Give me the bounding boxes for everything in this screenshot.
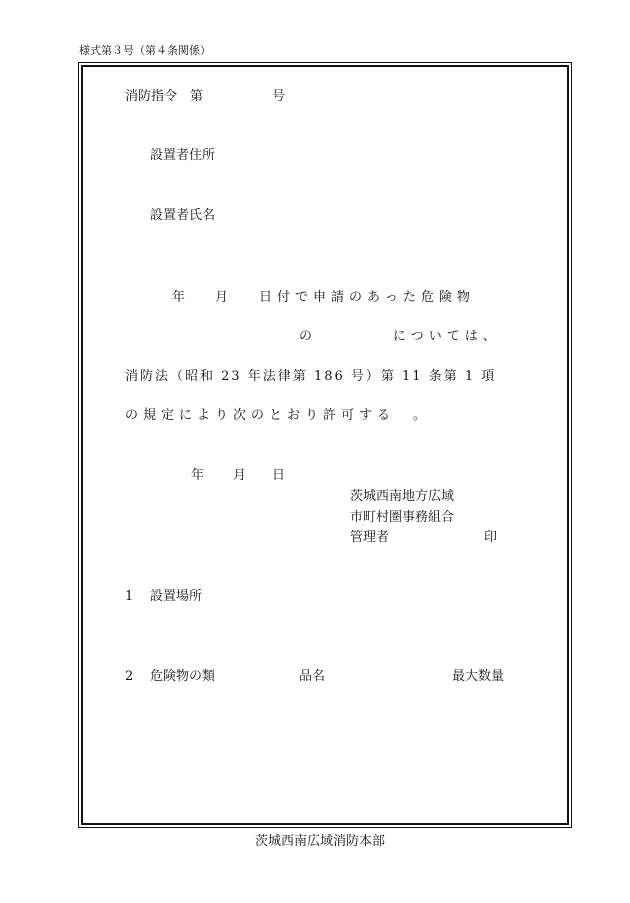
issue-month: 月 — [233, 468, 247, 483]
hazardous-possessive: の — [299, 329, 313, 344]
application-date-text: 日付で申請のあった危険物 — [259, 290, 475, 305]
regarding-text: については、 — [393, 329, 501, 344]
installer-address-label: 設置者住所 — [150, 148, 216, 163]
issuer-seal: 印 — [484, 530, 498, 545]
permit-number-label: 消防指令 第 — [125, 89, 204, 104]
item2-name: 品名 — [299, 669, 326, 684]
item2-number: 2 — [125, 669, 134, 684]
fire-law-reference: 消防法（昭和 23 年法律第 186 号）第 11 条第 1 項 — [125, 369, 497, 384]
footer-department: 茨城西南広域消防本部 — [255, 834, 386, 849]
document-frame-inner — [81, 65, 569, 825]
item1-label: 設置場所 — [150, 589, 203, 604]
issuer-line1: 茨城西南地方広域 — [350, 489, 455, 504]
permission-statement: の規定により次のとおり許可する 。 — [125, 408, 432, 423]
permit-number-suffix: 号 — [272, 89, 286, 104]
issuer-title: 管理者 — [350, 530, 390, 545]
issue-day: 日 — [272, 468, 286, 483]
item1-number: 1 — [125, 589, 134, 604]
item2-max-quantity: 最大数量 — [452, 669, 505, 684]
issue-year: 年 — [191, 468, 205, 483]
issuer-line2: 市町村圏事務組合 — [350, 510, 455, 525]
application-year: 年 — [172, 290, 186, 305]
item2-label: 危険物の類 — [150, 669, 216, 684]
form-number: 様式第３号（第４条関係） — [79, 44, 211, 57]
installer-name-label: 設置者氏名 — [150, 208, 216, 223]
application-month: 月 — [215, 290, 229, 305]
